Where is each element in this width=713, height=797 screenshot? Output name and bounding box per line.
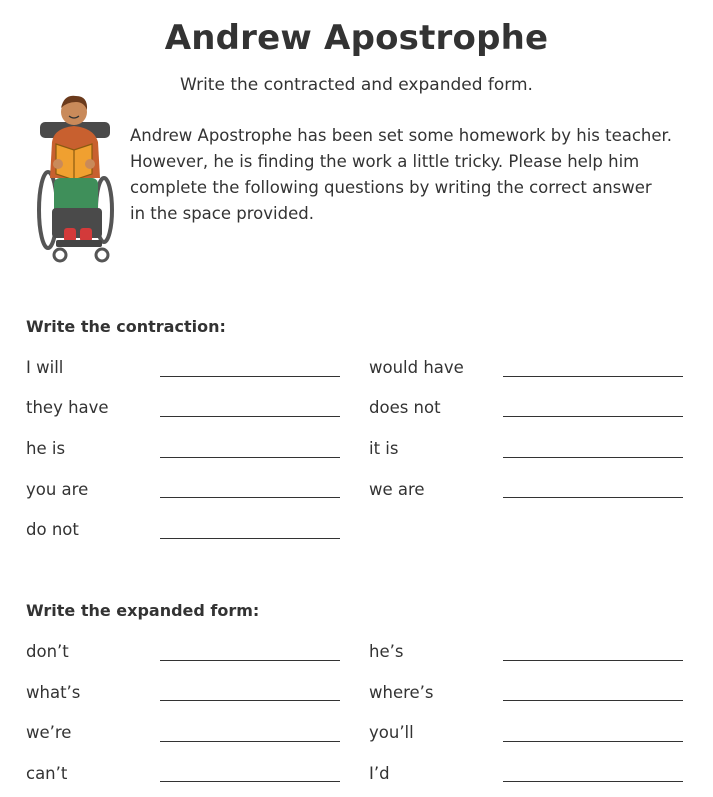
contraction-prompt: do not: [26, 520, 79, 539]
answer-line[interactable]: [160, 457, 340, 458]
expanded-prompt: can’t: [26, 764, 68, 783]
answer-line[interactable]: [503, 660, 683, 661]
page-title: Andrew Apostrophe: [164, 18, 549, 58]
contraction-prompt: I will: [26, 358, 64, 377]
answer-line[interactable]: [160, 376, 340, 377]
answer-line[interactable]: [503, 416, 683, 417]
expanded-prompt: you’ll: [369, 723, 414, 742]
contraction-prompt: does not: [369, 398, 441, 417]
answer-line[interactable]: [160, 660, 340, 661]
expanded-prompt: I’d: [369, 764, 390, 783]
expanded-prompt: where’s: [369, 683, 434, 702]
expanded-prompt: we’re: [26, 723, 72, 742]
answer-line[interactable]: [160, 700, 340, 701]
contraction-prompt: would have: [369, 358, 464, 377]
answer-line[interactable]: [160, 497, 340, 498]
contraction-prompt: they have: [26, 398, 109, 417]
answer-line[interactable]: [503, 497, 683, 498]
contraction-prompt: you are: [26, 480, 89, 499]
answer-line[interactable]: [160, 538, 340, 539]
answer-line[interactable]: [503, 700, 683, 701]
contraction-prompt: we are: [369, 480, 425, 499]
contraction-prompt: he is: [26, 439, 66, 458]
intro-paragraph: [130, 123, 710, 227]
expanded-prompt: what’s: [26, 683, 81, 702]
boy-reading-wheelchair-illustration: [34, 90, 116, 266]
intro-line: However, he is finding the work a little tricky. Please help him: [130, 152, 640, 171]
contraction-prompt: it is: [369, 439, 399, 458]
contraction-heading: Write the contraction:: [26, 317, 226, 336]
expanded-prompt: don’t: [26, 642, 69, 661]
answer-line[interactable]: [503, 741, 683, 742]
answer-line[interactable]: [503, 457, 683, 458]
intro-line: in the space provided.: [130, 204, 314, 223]
answer-line[interactable]: [503, 781, 683, 782]
intro-line: Andrew Apostrophe has been set some homework by his teacher.: [130, 126, 673, 145]
expanded-heading: Write the expanded form:: [26, 601, 260, 620]
answer-line[interactable]: [160, 741, 340, 742]
answer-line[interactable]: [503, 376, 683, 377]
intro-line: complete the following questions by writing the correct answer: [130, 178, 652, 197]
answer-line[interactable]: [160, 416, 340, 417]
expanded-prompt: he’s: [369, 642, 404, 661]
answer-line[interactable]: [160, 781, 340, 782]
page-subtitle: Write the contracted and expanded form.: [180, 75, 533, 95]
